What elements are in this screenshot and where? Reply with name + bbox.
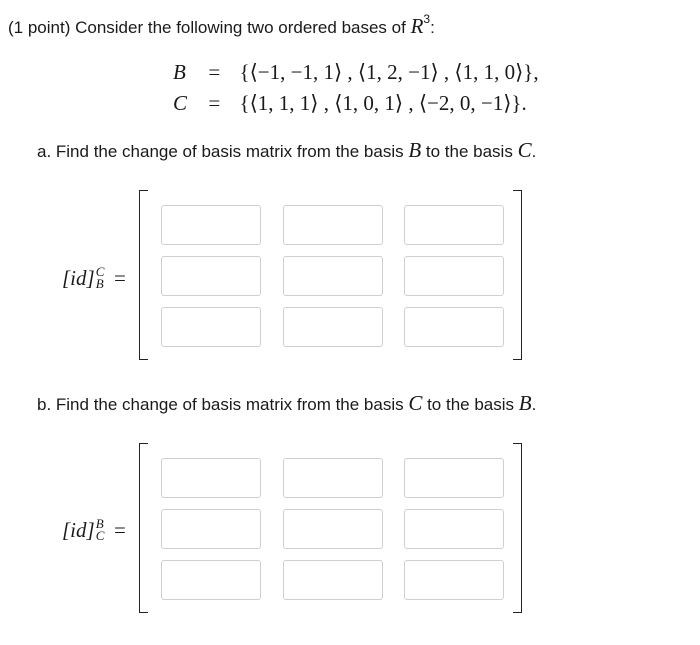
matrix-b-right-bracket bbox=[513, 443, 522, 613]
label-equals: = bbox=[108, 266, 126, 290]
part-a-middle: to the basis bbox=[421, 142, 518, 161]
matrix-b-left-bracket bbox=[139, 443, 148, 613]
part-a-question bbox=[37, 138, 536, 163]
basis-name-C: C bbox=[173, 91, 188, 115]
matrix-a-left-bracket bbox=[139, 190, 148, 360]
problem-statement bbox=[8, 14, 435, 39]
label-equals: = bbox=[108, 518, 126, 542]
part-b-middle: to the basis bbox=[422, 395, 519, 414]
matrix-b-cell-r1c3[interactable] bbox=[404, 458, 504, 498]
matrix-b-cell-r3c2[interactable] bbox=[283, 560, 383, 600]
basis-C-vectors: {⟨1, 1, 1⟩ , ⟨1, 0, 1⟩ , ⟨−2, 0, −1⟩}. bbox=[239, 91, 527, 115]
matrix-a-cell-r1c2[interactable] bbox=[283, 205, 383, 245]
matrix-a-cell-r1c1[interactable] bbox=[161, 205, 261, 245]
matrix-a-cell-r3c1[interactable] bbox=[161, 307, 261, 347]
part-b-question bbox=[37, 391, 536, 416]
equals-sign: = bbox=[208, 91, 221, 115]
part-b-to-basis: B bbox=[518, 391, 532, 415]
matrix-a-cell-r3c2[interactable] bbox=[283, 307, 383, 347]
space-symbol: R bbox=[410, 14, 424, 38]
part-b-suffix: . bbox=[531, 395, 537, 414]
space-exponent: 3 bbox=[423, 12, 431, 26]
matrix-a-cell-r2c2[interactable] bbox=[283, 256, 383, 296]
id-symbol: [id] bbox=[62, 266, 95, 290]
matrix-b-cell-r1c1[interactable] bbox=[161, 458, 261, 498]
part-a-prefix: a. Find the change of basis matrix from the basis bbox=[37, 142, 409, 161]
basis-name-B: B bbox=[173, 60, 186, 84]
matrix-b-label bbox=[62, 518, 126, 543]
label-sub: C bbox=[95, 528, 105, 544]
basis-B-definition bbox=[173, 60, 539, 85]
label-sup: B bbox=[95, 516, 104, 532]
label-scripts bbox=[95, 516, 109, 544]
problem-prefix: (1 point) Consider the following two ordered bases of bbox=[8, 18, 411, 37]
part-b-prefix: b. Find the change of basis matrix from the basis bbox=[37, 395, 409, 414]
basis-B-vectors: {⟨−1, −1, 1⟩ , ⟨1, 2, −1⟩ , ⟨1, 1, 0⟩}, bbox=[239, 60, 539, 84]
part-a-from-basis: B bbox=[408, 138, 422, 162]
label-sub: B bbox=[95, 276, 104, 292]
equals-sign: = bbox=[208, 60, 221, 84]
matrix-b-cell-r3c1[interactable] bbox=[161, 560, 261, 600]
id-symbol: [id] bbox=[62, 518, 95, 542]
matrix-a-label bbox=[62, 266, 126, 291]
matrix-a-right-bracket bbox=[513, 190, 522, 360]
part-a-suffix: . bbox=[531, 142, 537, 161]
matrix-a-cell-r2c3[interactable] bbox=[404, 256, 504, 296]
matrix-a-cell-r1c3[interactable] bbox=[404, 205, 504, 245]
problem-suffix: : bbox=[430, 18, 435, 37]
matrix-b-cell-r2c1[interactable] bbox=[161, 509, 261, 549]
matrix-a-cell-r3c3[interactable] bbox=[404, 307, 504, 347]
matrix-b-cell-r2c3[interactable] bbox=[404, 509, 504, 549]
part-b-from-basis: C bbox=[408, 391, 423, 415]
basis-C-definition bbox=[173, 91, 527, 116]
matrix-a-cell-r2c1[interactable] bbox=[161, 256, 261, 296]
label-scripts bbox=[95, 264, 109, 292]
matrix-b-cell-r3c3[interactable] bbox=[404, 560, 504, 600]
label-sup: C bbox=[95, 264, 105, 280]
matrix-b-cell-r2c2[interactable] bbox=[283, 509, 383, 549]
part-a-to-basis: C bbox=[517, 138, 532, 162]
matrix-b-cell-r1c2[interactable] bbox=[283, 458, 383, 498]
